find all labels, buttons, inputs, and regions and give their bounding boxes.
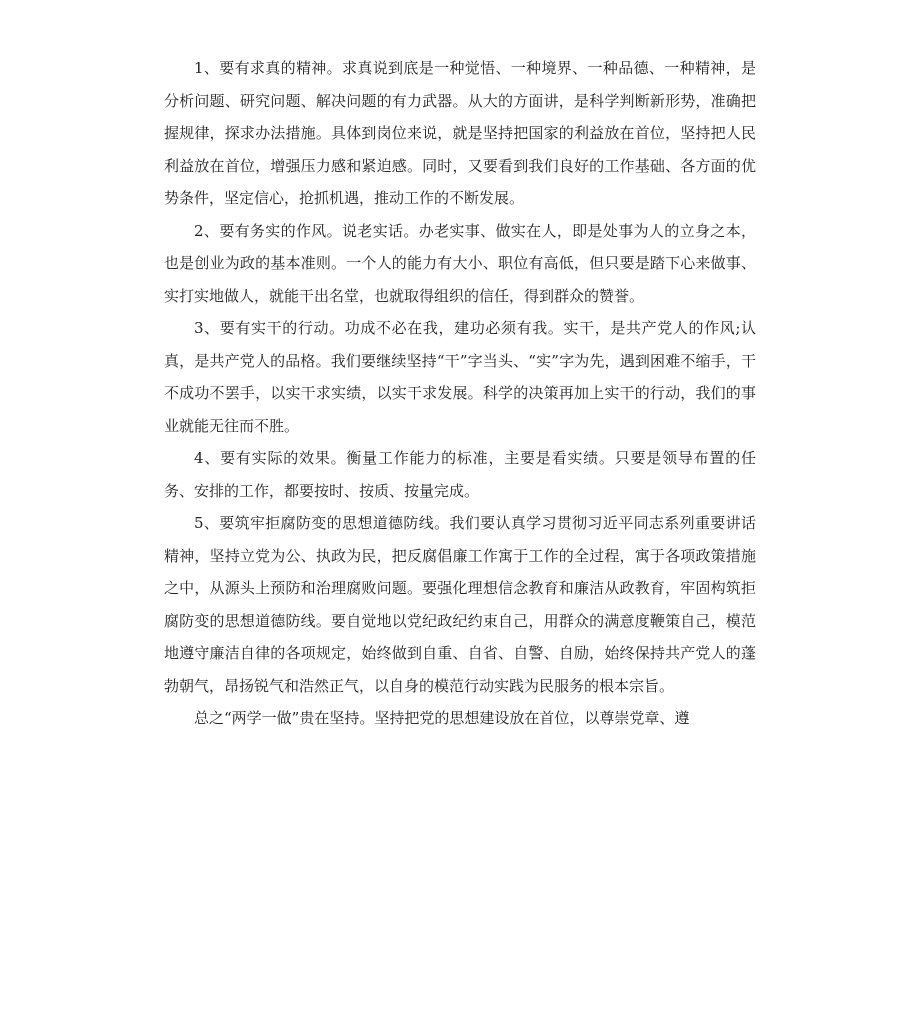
paragraph-3: 3、要有实干的行动。功成不必在我，建功必须有我。实干，是共产党人的作风;认真，是共产党人的品格。我们要继续坚持“干”字当头、“实”字为先，遇到困难不缩手，干不成功不罢手，以实干求实绩，以实干求发展。科学的决策再加上实干的行动，我们的事业就能无往而不胜。 [164,319,756,435]
paragraph-5: 5、要筑牢拒腐防变的思想道德防线。我们要认真学习贯彻习近平同志系列重要讲话精神，坚持立党为公、执政为民，把反腐倡廉工作寓于工作的全过程，寓于各项政策措施之中，从源头上预防和治理腐败问题。要强化理想信念教育和廉洁从政教育，牢固构筑拒腐防变的思想道德防线。要自觉地以党纪政纪约束自己，用群众的满意度鞭策自己，模范地遵守廉洁自律的各项规定，始终做到自重、自省、自警、自励，始终保持共产党人的蓬勃朝气，昂扬锐气和浩然正气，以自身的模范行动实践为民服务的根本宗旨。 [164,514,756,695]
paragraph-2: 2、要有务实的作风。说老实话。办老实事、做实在人，即是处事为人的立身之本，也是创业为政的基本准则。一个人的能力有大小、职位有高低，但只要是踏下心来做事、实打实地做人，就能干出名堂，也就取得组织的信任，得到群众的赞誉。 [164,221,756,305]
paragraph-4: 4、要有实际的效果。衡量工作能力的标准，主要是看实绩。只要是领导布置的任务、安排的工作，都要按时、按质、按量完成。 [164,449,756,500]
paragraph-6: 总之“两学一做”贵在坚持。坚持把党的思想建设放在首位，以尊崇党章、遵 [194,709,690,727]
paragraph-1: 1、要有求真的精神。求真说到底是一种觉悟、一种境界、一种品德、一种精神，是分析问题、研究问题、解决问题的有力武器。从大的方面讲，是科学判断新形势，准确把握规律，探求办法措施。具体到岗位来说，就是坚持把国家的利益放在首位，坚持把人民利益放在首位，增强压力感和紧迫感。同时，又要看到我们良好的工作基础、各方面的优势条件，坚定信心，抢抓机遇，推动工作的不断发展。 [164,59,756,207]
document-body [164,52,756,735]
